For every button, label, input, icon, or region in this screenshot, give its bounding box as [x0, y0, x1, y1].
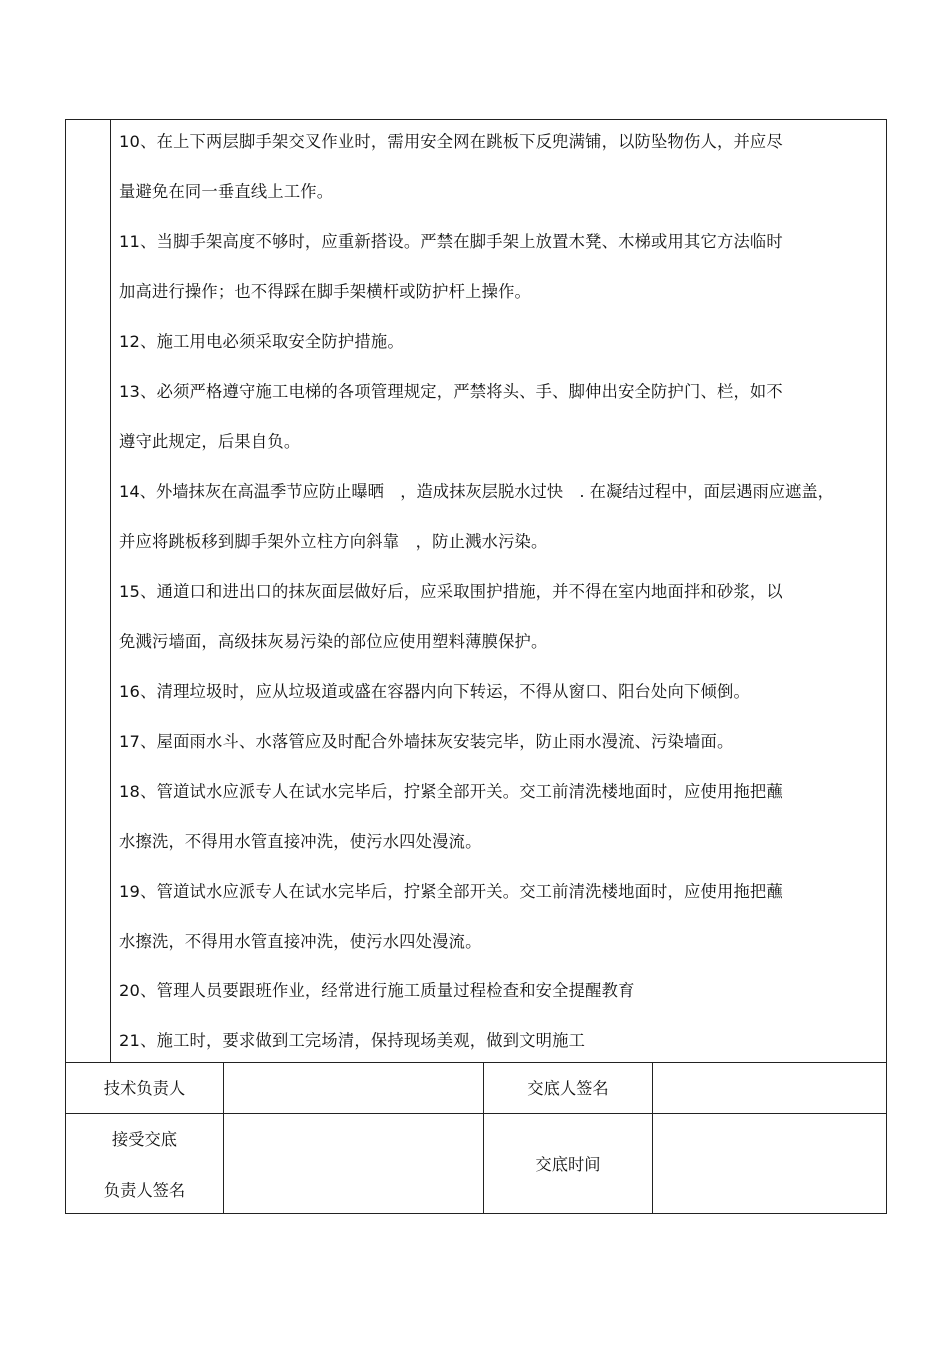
handover-time-label: 交底时间 [535, 1155, 601, 1174]
item-line: 加高进行操作；也不得踩在脚手架横杆或防护杆上操作。 [119, 282, 532, 301]
item-line: 水擦洗，不得用水管直接冲洗，使污水四处漫流。 [119, 832, 482, 851]
tech-lead-label: 技术负责人 [103, 1079, 186, 1098]
item-line: 10、在上下两层脚手架交叉作业时，需用安全网在跳板下反兜满铺，以防坠物伤人，并应尽 [119, 132, 783, 151]
item-line: 14、外墙抹灰在高温季节应防止曝晒 ，造成抹灰层脱水过快 . 在凝结过程中，面层遇雨应遮盖， [119, 482, 834, 501]
items-list [119, 120, 886, 1062]
item-line: 13、必须严格遵守施工电梯的各项管理规定，严禁将头、手、脚伸出安全防护门、栏，如不 [119, 382, 783, 401]
item-line: 16、清理垃圾时，应从垃圾道或盛在容器内向下转运，不得从窗口、阳台处向下倾倒。 [119, 682, 750, 701]
item-line: 20、管理人员要跟班作业，经常进行施工质量过程检查和安全提醒教育 [119, 981, 635, 1000]
item-line: 并应将跳板移到脚手架外立柱方向斜靠 ，防止溅水污染。 [119, 532, 548, 551]
item-line: 21、施工时，要求做到工完场清，保持现场美观，做到文明施工 [119, 1031, 586, 1050]
item-line: 15、通道口和进出口的抹灰面层做好后，应采取围护措施，并不得在室内地面拌和砂浆，以 [119, 582, 783, 601]
item-line: 17、屋面雨水斗、水落管应及时配合外墙抹灰安装完毕，防止雨水漫流、污染墙面。 [119, 732, 734, 751]
item-line: 量避免在同一垂直线上工作。 [119, 182, 334, 201]
item-line: 11、当脚手架高度不够时，应重新搭设。严禁在脚手架上放置木凳、木梯或用其它方法临时 [119, 232, 783, 251]
signature-table [65, 1063, 887, 1214]
safety-items-block [65, 119, 887, 1063]
presenter-sign-label: 交底人签名 [527, 1079, 609, 1098]
item-line: 遵守此规定，后果自负。 [119, 432, 301, 451]
receiver-label-line1: 接受交底 [111, 1130, 178, 1149]
item-line: 水擦洗，不得用水管直接冲洗，使污水四处漫流。 [119, 932, 482, 951]
left-label-column [66, 120, 111, 1062]
item-line: 12、施工用电必须采取安全防护措施。 [119, 332, 404, 351]
item-line: 18、管道试水应派专人在试水完毕后，拧紧全部开关。交工前清洗楼地面时，应使用拖把蘸 [119, 782, 783, 801]
item-line: 免溅污墙面，高级抹灰易污染的部位应使用塑料薄膜保护。 [119, 632, 548, 651]
item-line: 19、管道试水应派专人在试水完毕后，拧紧全部开关。交工前清洗楼地面时，应使用拖把蘸 [119, 882, 783, 901]
receiver-label-line2: 负责人签名 [103, 1181, 186, 1200]
